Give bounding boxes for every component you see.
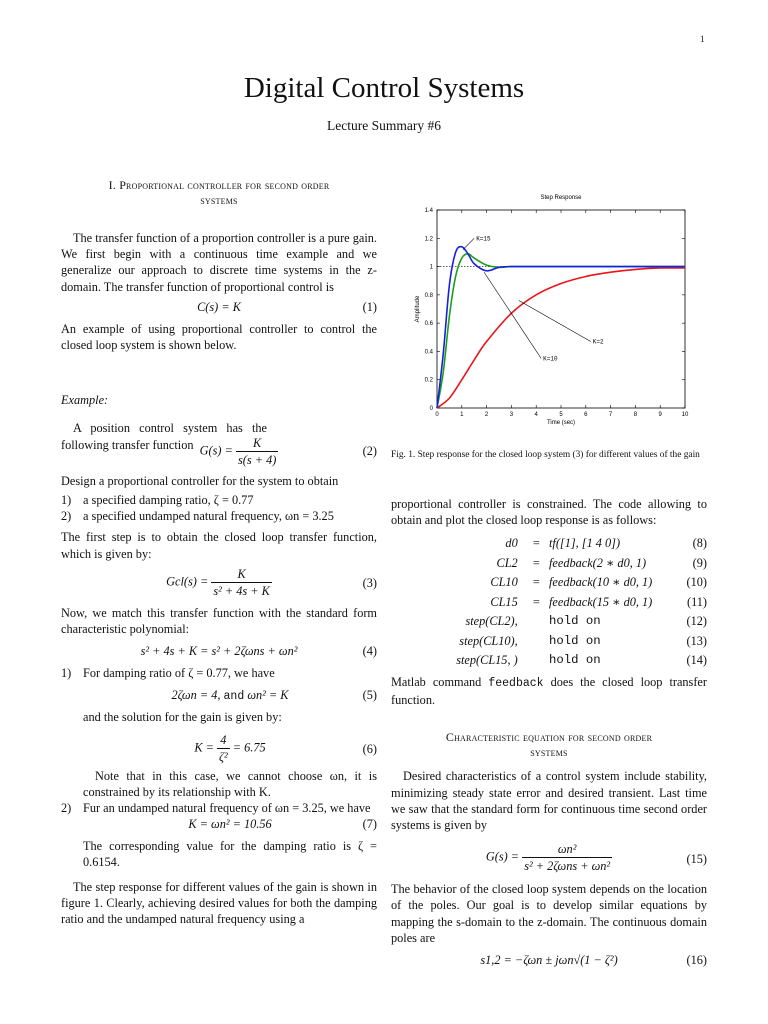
paragraph: Desired characteristics of a control system include stability, minimizing steady state error and desired transient. Last time we saw that the standard form for continuous time second order systems is given by [391, 769, 707, 832]
equation-number: (11) [686, 594, 707, 609]
code-op [524, 631, 549, 651]
code-rhs: feedback(15 ∗ d0, 1) [548, 594, 653, 609]
code-lhs: step(CL10), [459, 633, 518, 648]
y-tick-label: 0.6 [424, 321, 433, 328]
step-response-chart [395, 190, 705, 430]
equation-number: (12) [686, 614, 707, 629]
annotation-leader [463, 238, 474, 249]
x-tick-label: 0 [435, 412, 439, 418]
list-item: 1) a specified damping ratio, ζ = 0.77 [61, 493, 254, 508]
equation-6: K = $\frac{4}{\text{ζ²}}$ = 6.75 (6) [194, 732, 377, 764]
equation-7: K = ωn² = 10.56 (7) [188, 817, 377, 832]
code-row [391, 592, 707, 612]
x-tick-label: 5 [559, 412, 563, 418]
y-tick-label: 0 [429, 406, 433, 412]
annotation-leader [484, 272, 541, 358]
code-lhs: d0 [505, 536, 518, 551]
code-lhs: CL2 [496, 555, 518, 570]
paragraph: The step response for different values of the gain is shown in figure 1. Clearly, achieving desired values for both the damping ratio and the undamped natural frequency using a [61, 879, 377, 927]
equation-number: (9) [692, 555, 707, 570]
paragraph: Design a proportional controller for the system to obtain [61, 473, 339, 488]
equation-number: (14) [686, 653, 707, 668]
paragraph: An example of using proportional controller to control the closed loop system is shown below. [61, 321, 377, 353]
code-op: = [532, 575, 540, 590]
annotation-label: K=10 [543, 355, 558, 363]
x-tick-label: 6 [584, 412, 588, 418]
list-item: 2) Fur an undamped natural frequency of ωn = 3.25, we have K = ωn² = 10.56 (7) The corresponding value for the damping ratio is ζ = 0.6154. [61, 801, 377, 870]
code-op: = [532, 555, 540, 570]
chart-x-label: Time (sec) [546, 420, 576, 426]
series-line-k-15 [437, 247, 685, 408]
code-op: = [532, 594, 540, 609]
page-title: Digital Control Systems [243, 72, 525, 104]
paragraph: Now, we match this transfer function with the standard form characteristic polynomial: [61, 605, 377, 637]
code-row [391, 533, 707, 553]
equation-5: 2ζωn = 4, and ωn² = K (5) [171, 688, 377, 704]
paragraph: A position control system has the following transfer function [61, 421, 267, 452]
x-tick-label: 1 [460, 412, 464, 418]
equation-1: C(s) = K (1) [197, 299, 377, 314]
paragraph: proportional controller is constrained. The code allowing to obtain and plot the closed loop response is as follows: [391, 497, 707, 528]
code-row [391, 572, 707, 592]
code-rhs: hold on [548, 653, 601, 668]
series-line-k-10 [437, 254, 685, 408]
code-op: = [532, 536, 540, 551]
paragraph: The transfer function of a proportion controller is a pure gain. We first begin with a continuous time example and we generalize our approach to discrete time systems in the z-domain. The transfer function of proportional control is [61, 231, 377, 294]
figure-caption: Fig. 1. Step response for the closed loop system (3) for different values of the gain [391, 450, 700, 460]
equation-15: G(s) = $\frac{\text{ωn²}}{\text{s² + 2ζωns + ωn²}}$ (15) [485, 842, 707, 874]
code-rhs: feedback(2 ∗ d0, 1) [548, 555, 647, 570]
code-rhs: hold on [548, 614, 601, 629]
code-lhs: CL15 [490, 594, 518, 609]
x-tick-label: 8 [633, 412, 638, 418]
requirements-list [61, 492, 377, 524]
code-lhs: CL10 [490, 575, 518, 590]
chart-title: Step Response [540, 195, 582, 201]
code-row [391, 631, 707, 651]
annotation-leader [519, 301, 591, 342]
equation-2: G(s) = $\frac{K}{s(s + 4)}$ (2) [199, 435, 377, 468]
equation-number: (10) [686, 575, 707, 590]
annotation-label: K=2 [592, 338, 604, 346]
paragraph: Matlab command feedback does the closed loop transfer function. [391, 674, 707, 708]
page-subtitle: Lecture Summary #6 [327, 118, 441, 133]
design-steps-list [61, 665, 377, 870]
section-1-heading: I. Proportional controller for second order systems [108, 178, 330, 207]
code-row [391, 650, 707, 670]
code-row [391, 611, 707, 631]
y-tick-label: 1 [429, 264, 433, 271]
x-tick-label: 9 [658, 412, 662, 418]
equation-number: (8) [692, 536, 707, 551]
list-item: 2) a specified undamped natural frequency, ωn = 3.25 [61, 509, 334, 524]
page-number: 1 [700, 34, 705, 44]
left-column [61, 178, 377, 927]
code-rhs: feedback(10 ∗ d0, 1) [548, 575, 653, 590]
y-tick-label: 1.4 [424, 208, 433, 214]
series-line-k-2 [437, 268, 685, 408]
plot-frame [437, 210, 685, 408]
annotation-label: K=15 [476, 235, 491, 243]
chart-y-label: Amplitude [415, 295, 421, 323]
code-rhs: hold on [548, 633, 601, 648]
code-row [391, 553, 707, 573]
equation-16: s1,2 = −ζωn ± jωn√(1 − ζ²) (16) [480, 952, 707, 967]
code-rhs: tf([1], [1 4 0]) [548, 536, 621, 551]
y-tick-label: 0.4 [424, 349, 433, 356]
example-label: Example: [61, 393, 109, 408]
y-tick-label: 1.2 [424, 236, 433, 243]
y-tick-label: 0.8 [424, 292, 433, 299]
equation-number: (13) [686, 633, 707, 648]
code-op [524, 650, 549, 670]
code-equations [391, 533, 707, 670]
y-tick-label: 0.2 [424, 377, 433, 384]
code-lhs: step(CL15, ) [456, 653, 518, 668]
x-tick-label: 2 [484, 412, 489, 418]
x-tick-label: 10 [681, 412, 689, 418]
x-tick-label: 3 [509, 412, 514, 418]
x-tick-label: 7 [608, 412, 613, 418]
section-2-heading: Characteristic equation for second order systems [445, 730, 653, 760]
right-column [391, 496, 707, 974]
equation-4: s² + 4s + K = s² + 2ζωns + ωn² (4) [140, 644, 377, 659]
list-item: 1) For damping ratio of ζ = 0.77, we have 2ζωn = 4, and ωn² = K (5) and the solution for the gain is given by: K = $\frac{4}{\text{ζ²}}$ = 6.75 (6) Note that in this case, we cannot choose ωn, it is constrained by its relationship with K. [61, 666, 377, 799]
code-op [524, 611, 549, 631]
x-tick-label: 4 [534, 412, 538, 418]
equation-3: Gcl(s) = $\frac{K}{\text{s² + 4s + K}}$ (3) [166, 566, 377, 599]
code-lhs: step(CL2), [465, 614, 518, 629]
paragraph: The first step is to obtain the closed loop transfer function, which is given by: [61, 530, 377, 561]
paragraph: The behavior of the closed loop system depends on the location of the poles. Our goal is to develop similar equations by mapping the s-domain to the z-domain. The continuous domain poles are [391, 882, 707, 945]
